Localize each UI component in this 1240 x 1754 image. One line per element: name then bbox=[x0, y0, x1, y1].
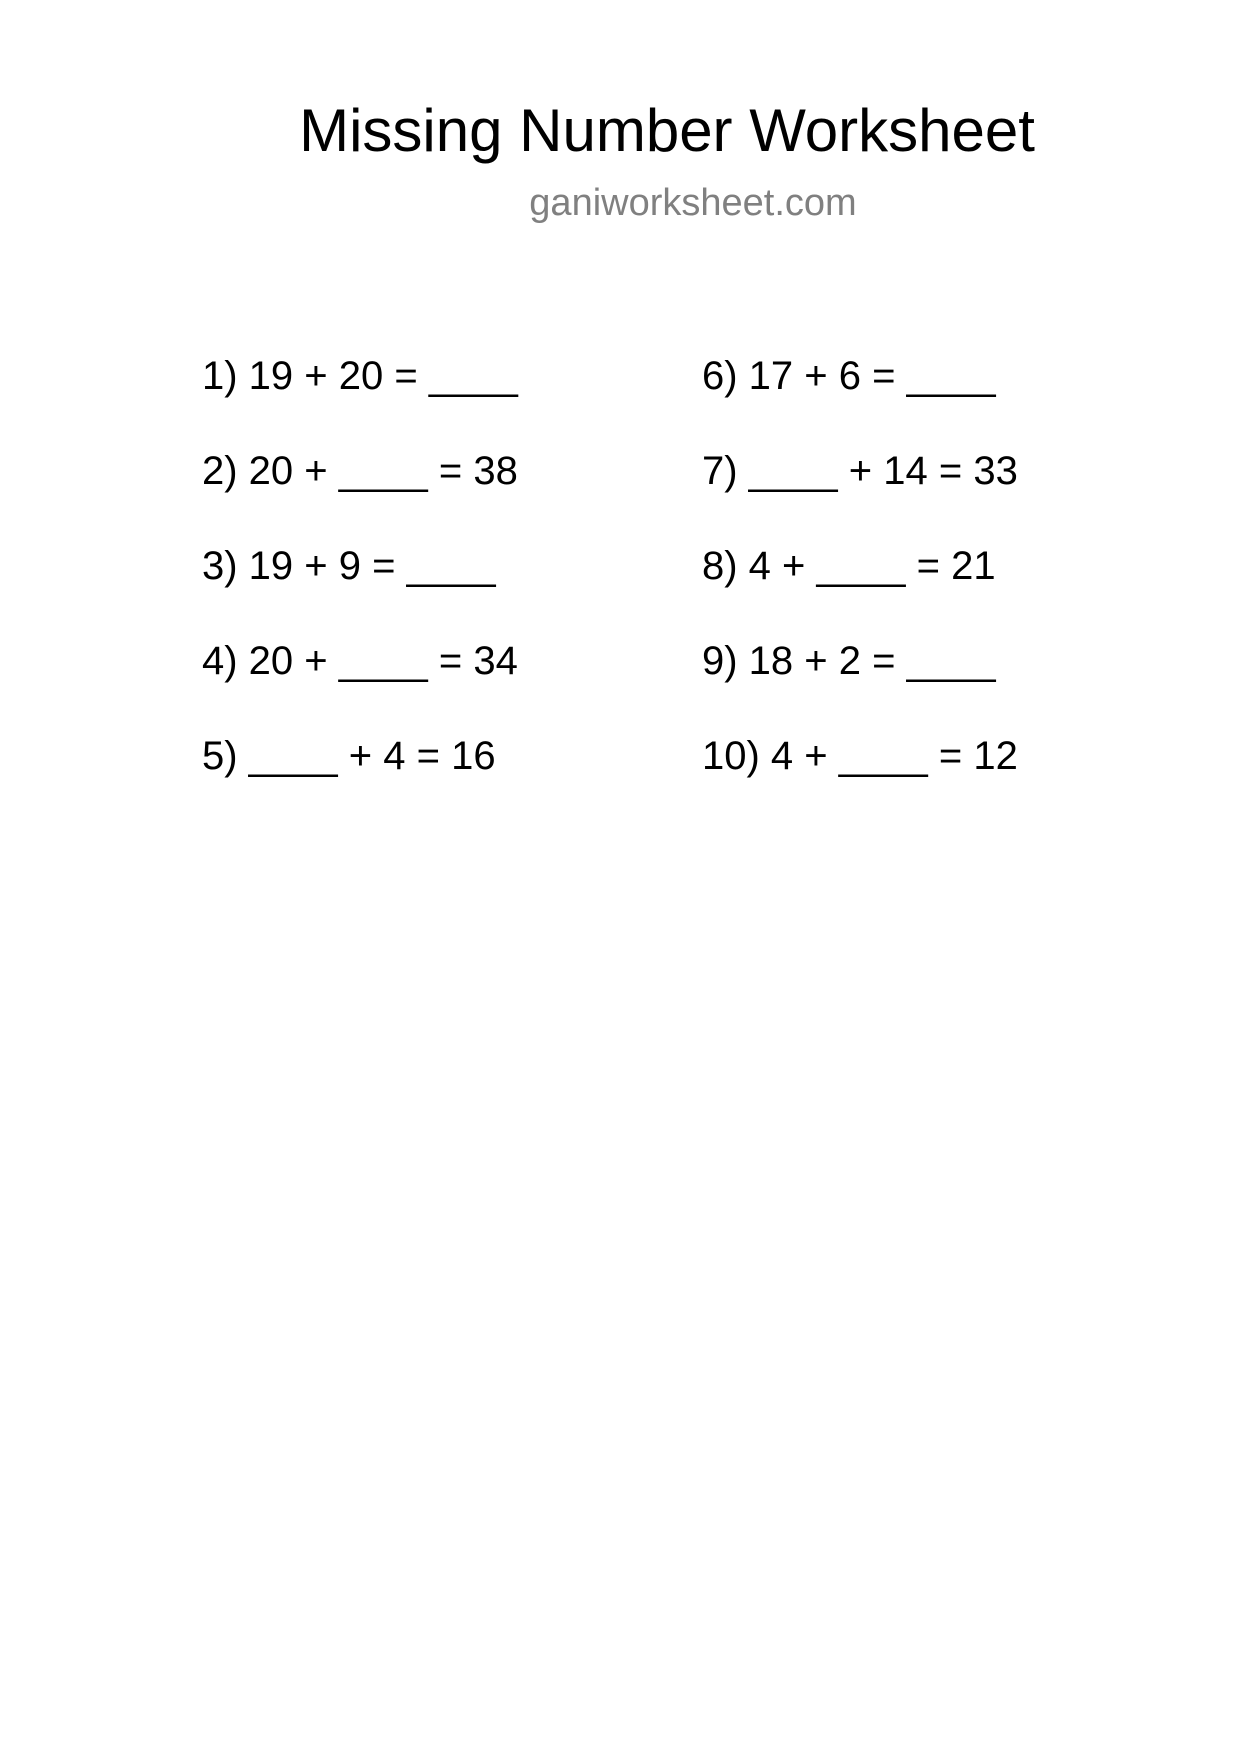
problem-2: 2) 20 + ____ = 38 bbox=[202, 449, 518, 493]
problem-5: 5) ____ + 4 = 16 bbox=[202, 734, 496, 778]
website-subtitle: ganiworksheet.com bbox=[529, 182, 857, 224]
problem-3: 3) 19 + 9 = ____ bbox=[202, 544, 496, 588]
problem-4: 4) 20 + ____ = 34 bbox=[202, 639, 518, 683]
problem-8: 8) 4 + ____ = 21 bbox=[702, 544, 996, 588]
problem-10: 10) 4 + ____ = 12 bbox=[702, 734, 1018, 778]
problem-9: 9) 18 + 2 = ____ bbox=[702, 639, 996, 683]
problem-6: 6) 17 + 6 = ____ bbox=[702, 354, 996, 398]
problem-7: 7) ____ + 14 = 33 bbox=[702, 449, 1018, 493]
worksheet-title: Missing Number Worksheet bbox=[299, 97, 1035, 164]
problem-1: 1) 19 + 20 = ____ bbox=[202, 354, 518, 398]
